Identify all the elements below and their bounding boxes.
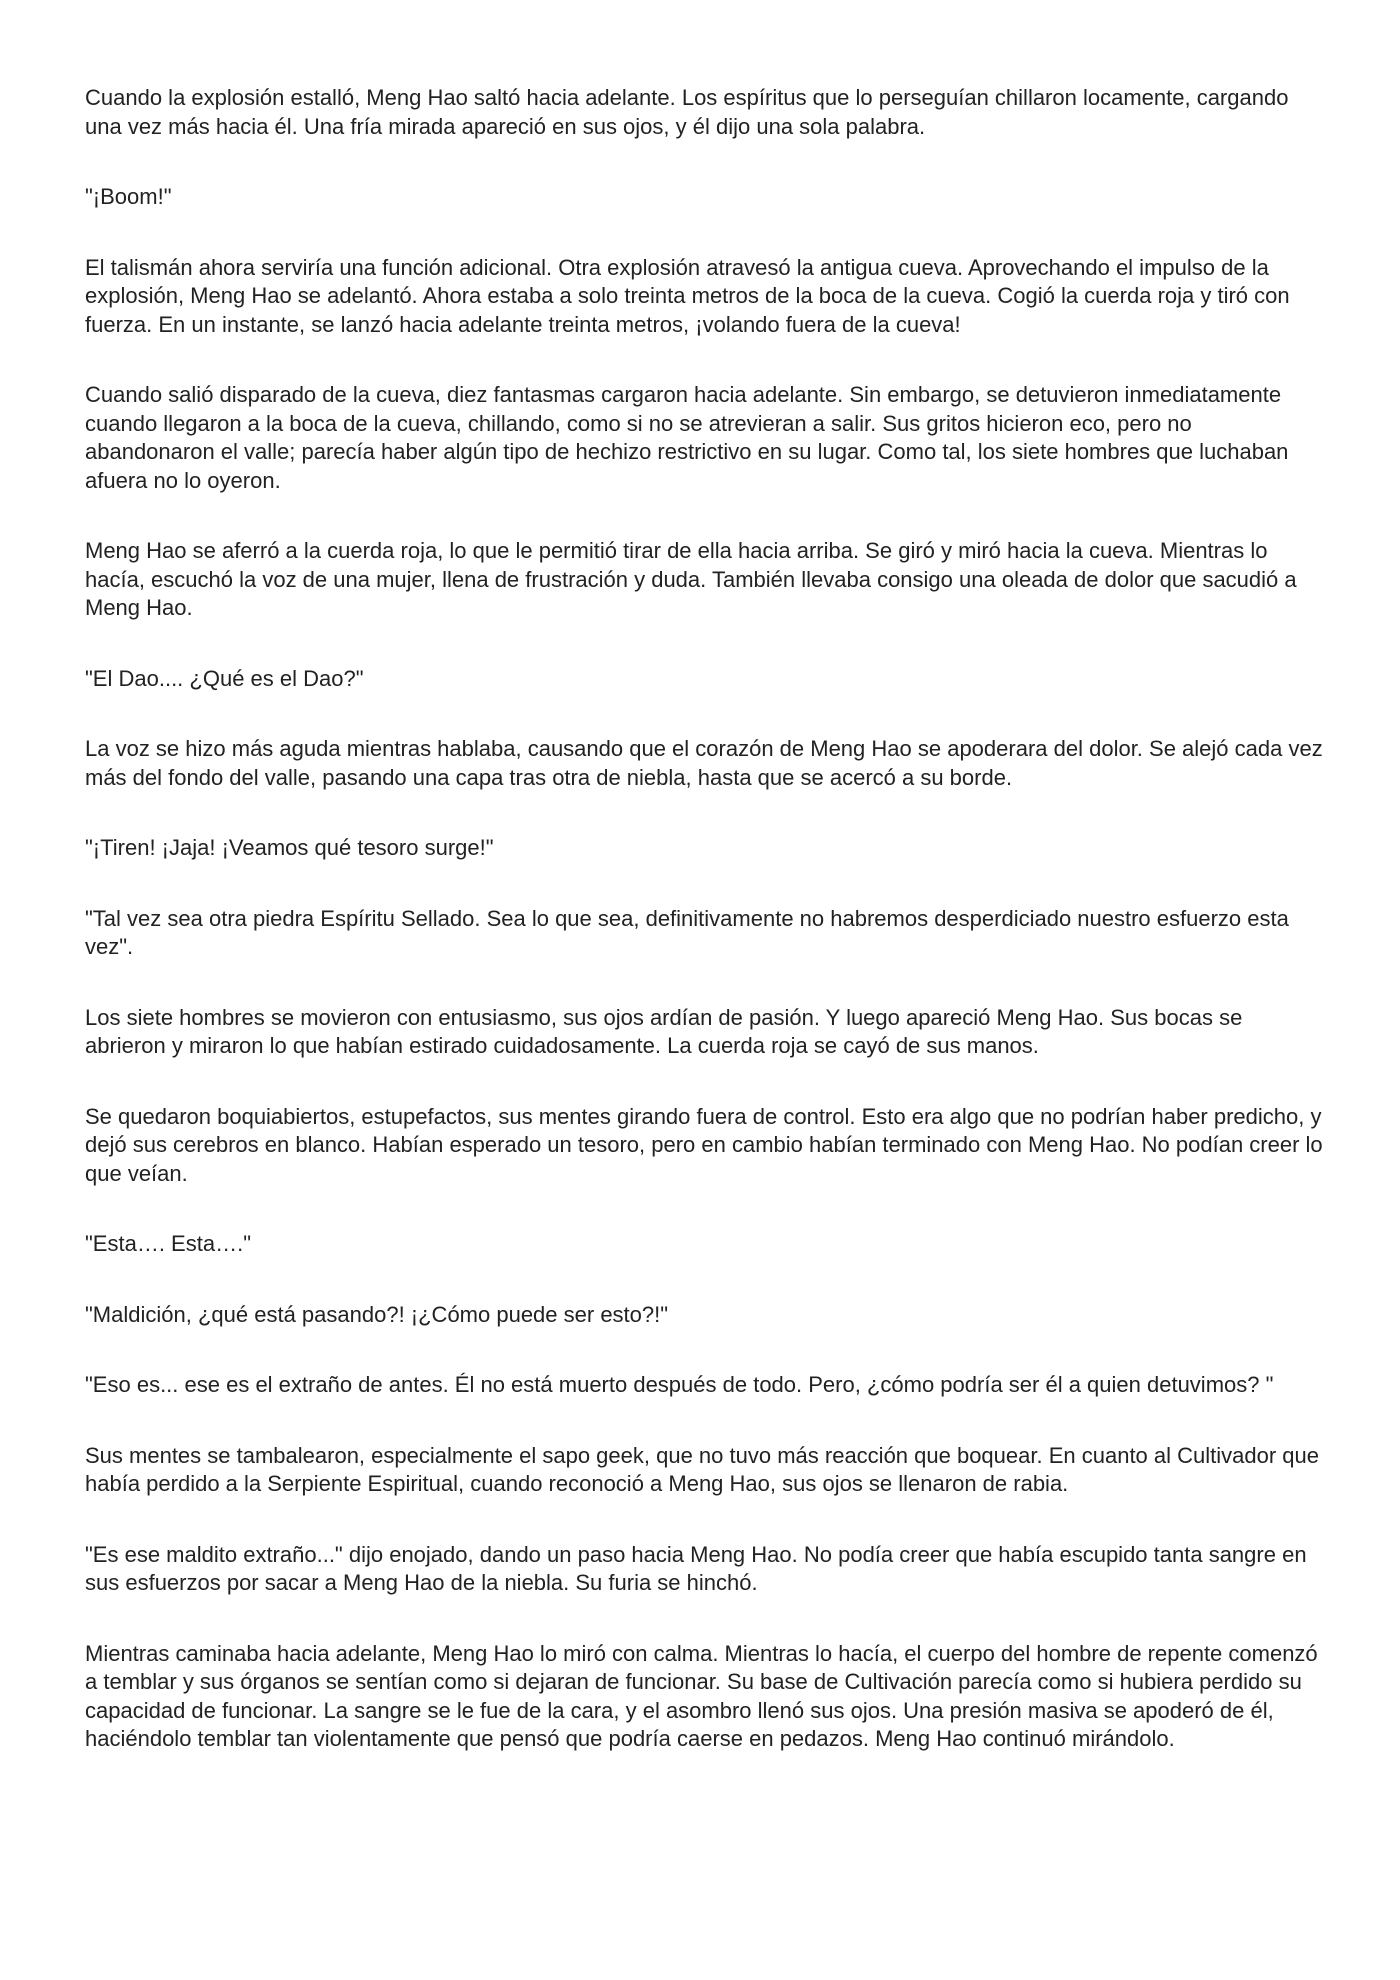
paragraph: La voz se hizo más aguda mientras hablaba, causando que el corazón de Meng Hao se apoderara del dolor. Se alejó cada vez más del fondo del valle, pasando una capa tras otra de niebla, hasta que se acercó a su borde.	[85, 736, 1323, 790]
paragraph: "Tal vez sea otra piedra Espíritu Sellado. Sea lo que sea, definitivamente no habremos desperdiciado nuestro esfuerzo esta vez".	[85, 905, 1289, 959]
paragraph: "¡Tiren! ¡Jaja! ¡Veamos qué tesoro surge!"	[85, 835, 494, 860]
paragraph: Se quedaron boquiabiertos, estupefactos, sus mentes girando fuera de control. Esto era algo que no podrían haber predicho, y dejó sus cerebros en blanco. Habían esperado un tesoro, pero en cambio habían terminado con Meng Hao. No podían creer lo que veían.	[85, 1103, 1323, 1186]
paragraph: Los siete hombres se movieron con entusiasmo, sus ojos ardían de pasión. Y luego apareció Meng Hao. Sus bocas se abrieron y miraron lo que habían estirado cuidadosamente. La cuerda roja se cayó de sus manos.	[85, 1004, 1243, 1058]
paragraph: "¡Boom!"	[85, 184, 172, 209]
paragraph: Cuando salió disparado de la cueva, diez fantasmas cargaron hacia adelante. Sin embargo, se detuvieron inmediatamente cuando llegaron a la boca de la cueva, chillando, como si no se atrevieran a salir. Sus gritos hicieron eco, pero no abandonaron el valle; parecía haber algún tipo de hechizo restrictivo en su lugar. Como tal, los siete hombres que luchaban afuera no lo oyeron.	[85, 382, 1289, 493]
paragraph: Meng Hao se aferró a la cuerda roja, lo que le permitió tirar de ella hacia arriba. Se giró y miró hacia la cueva. Mientras lo hacía, escuchó la voz de una mujer, llena de frustración y duda. También llevaba consigo una oleada de dolor que sacudió a Meng Hao.	[85, 538, 1297, 620]
paragraph: "El Dao.... ¿Qué es el Dao?"	[85, 665, 364, 691]
paragraph: "Esta…. Esta…."	[85, 1231, 251, 1256]
paragraph: Sus mentes se tambalearon, especialmente el sapo geek, que no tuvo más reacción que boquear. En cuanto al Cultivador que había perdido a la Serpiente Espiritual, cuando reconoció a Meng Hao, sus ojos se llenaron de rabia.	[85, 1442, 1319, 1496]
paragraph: "Es ese maldito extraño..." dijo enojado, dando un paso hacia Meng Hao. No podía creer que había escupido tanta sangre en sus esfuerzos por sacar a Meng Hao de la niebla. Su furia se hinchó.	[85, 1541, 1307, 1595]
paragraph: El talismán ahora serviría una función adicional. Otra explosión atravesó la antigua cueva. Aprovechando el impulso de la explosión, Meng Hao se adelantó. Ahora estaba a solo treinta metros de la boca de la cueva. Cogió la cuerda roja y tiró con fuerza. En un instante, se lanzó hacia adelante treinta metros, ¡volando fuera de la cueva!	[85, 254, 1290, 337]
paragraph: "Maldición, ¿qué está pasando?! ¡¿Cómo puede ser esto?!"	[85, 1301, 669, 1327]
document-page	[85, 84, 1325, 1796]
paragraph: Cuando la explosión estalló, Meng Hao saltó hacia adelante. Los espíritus que lo perseguían chillaron locamente, cargando una vez más hacia él. Una fría mirada apareció en sus ojos, y él dijo una sola palabra.	[85, 85, 1289, 139]
paragraph: Mientras caminaba hacia adelante, Meng Hao lo miró con calma. Mientras lo hacía, el cuerpo del hombre de repente comenzó a temblar y sus órganos se sentían como si dejaran de funcionar. Su base de Cultivación parecía como si hubiera perdido su capacidad de funcionar. La sangre se le fue de la cara, y el asombro llenó sus ojos. Una presión masiva se apoderó de él, haciéndolo temblar tan violentamente que pensó que podría caerse en pedazos. Meng Hao continuó mirándolo.	[85, 1640, 1318, 1751]
paragraph: "Eso es... ese es el extraño de antes. Él no está muerto después de todo. Pero, ¿cómo podría ser él a quien detuvimos? "	[85, 1372, 1274, 1397]
